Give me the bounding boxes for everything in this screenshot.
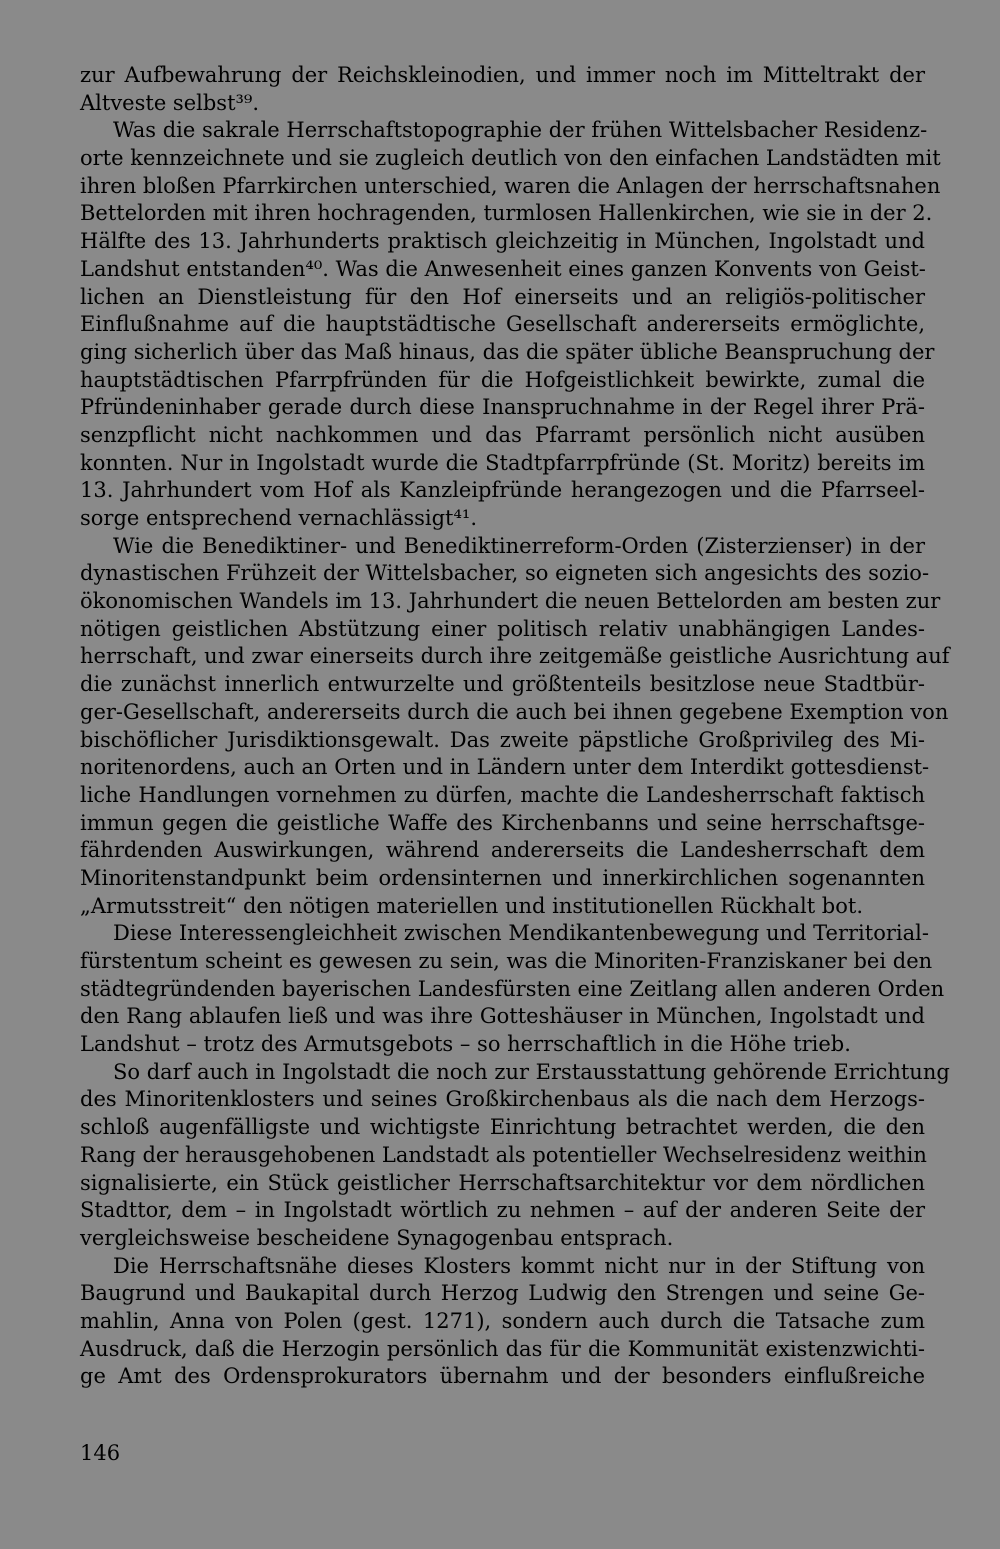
- text-line: 13. Jahrhundert vom Hof als Kanzleipfründe herangezogen und die Pfarrseel-: [80, 478, 925, 503]
- text-line: lichen an Dienstleistung für den Hof einerseits und an religiös-politischer: [80, 284, 925, 309]
- page-body: [80, 62, 950, 1391]
- text-line: Hälfte des 13. Jahrhunderts praktisch gleichzeitig in München, Ingolstadt und: [80, 229, 925, 254]
- text-line: herrschaft, und zwar einerseits durch ihre zeitgemäße geistliche Ausrichtung auf: [80, 644, 950, 669]
- text-line: Minoritenstandpunkt beim ordensinternen und innerkirchlichen sogenannten: [80, 865, 925, 890]
- text-line: Bettelorden mit ihren hochragenden, turmlosen Hallenkirchen, wie sie in der 2.: [80, 201, 933, 226]
- text-line: bischöflicher Jurisdiktionsgewalt. Das zweite päpstliche Großprivileg des Mi-: [80, 727, 925, 752]
- text-line: nötigen geistlichen Abstützung einer politisch relativ unabhängigen Landes-: [80, 616, 925, 641]
- text-line: orte kennzeichnete und sie zugleich deutlich von den einfachen Landstädten mit: [80, 146, 941, 171]
- text-line: liche Handlungen vornehmen zu dürfen, machte die Landesherrschaft faktisch: [80, 782, 925, 807]
- text-line: Ausdruck, daß die Herzogin persönlich das für die Kommunität existenzwichti-: [80, 1336, 925, 1361]
- text-line: Einflußnahme auf die hauptstädtische Gesellschaft andererseits ermöglichte,: [80, 312, 925, 337]
- text-line: ge Amt des Ordensprokurators übernahm und der besonders einflußreiche: [80, 1364, 925, 1389]
- paragraph: [80, 533, 950, 921]
- page-number: 146: [80, 1441, 121, 1465]
- text-line: noritenordens, auch an Orten und in Ländern unter dem Interdikt gottesdienst-: [80, 755, 930, 780]
- text-line: Die Herrschaftsnähe dieses Klosters kommt nicht nur in der Stiftung von: [113, 1253, 925, 1278]
- text-line: vergleichsweise bescheidene Synagogenbau entsprach.: [80, 1225, 674, 1250]
- text-line: Altveste selbst³⁹.: [80, 90, 260, 115]
- text-line: ging sicherlich über das Maß hinaus, das die später übliche Beanspruchung der: [80, 339, 935, 364]
- paragraph: [80, 117, 941, 532]
- text-line: städtegründenden bayerischen Landesfürsten eine Zeitlang allen anderen Orden: [80, 976, 945, 1001]
- text-line: immun gegen die geistliche Waffe des Kirchenbanns und seine herrschaftsge-: [80, 810, 925, 835]
- text-line: Wie die Benediktiner- und Benediktinerreform-Orden (Zisterzienser) in der: [113, 533, 925, 558]
- paragraph: [80, 62, 925, 117]
- text-line: Landshut – trotz des Armutsgebots – so herrschaftlich in die Höhe trieb.: [80, 1032, 851, 1057]
- text-line: schloß augenfälligste und wichtigste Einrichtung betrachtet werden, die den: [80, 1115, 925, 1140]
- text-line: die zunächst innerlich entwurzelte und größtenteils besitzlose neue Stadtbür-: [80, 672, 925, 697]
- text-line: konnten. Nur in Ingolstadt wurde die Stadtpfarrpfründe (St. Moritz) bereits im: [80, 450, 925, 475]
- text-line: Stadttor, dem – in Ingolstadt wörtlich zu nehmen – auf der anderen Seite der: [80, 1198, 925, 1223]
- text-line: mahlin, Anna von Polen (gest. 1271), sondern auch durch die Tatsache zum: [80, 1308, 925, 1333]
- text-line: zur Aufbewahrung der Reichskleinodien, und immer noch im Mitteltrakt der: [80, 63, 925, 87]
- paragraph: [80, 920, 945, 1058]
- text-line: ihren bloßen Pfarrkirchen unterschied, waren die Anlagen der herrschaftsnahen: [80, 173, 941, 198]
- text-line: Was die sakrale Herrschaftstopographie der frühen Wittelsbacher Residenz-: [113, 118, 928, 143]
- text-line: hauptstädtischen Pfarrpfründen für die Hofgeistlichkeit bewirkte, zumal die: [80, 367, 925, 392]
- text-line: signalisierte, ein Stück geistlicher Herrschaftsarchitektur vor dem nördlichen: [80, 1170, 925, 1195]
- text-line: Landshut entstanden⁴⁰. Was die Anwesenheit eines ganzen Konvents von Geist-: [80, 256, 926, 281]
- text-line: sorge entsprechend vernachlässigt⁴¹.: [80, 506, 478, 530]
- text-line: So darf auch in Ingolstadt die noch zur Erstausstattung gehörende Errichtung: [113, 1059, 950, 1084]
- text-line: ger-Gesellschaft, andererseits durch die auch bei ihnen gegebene Exemption von: [80, 699, 949, 724]
- text-line: Baugrund und Baukapital durch Herzog Ludwig den Strengen und seine Ge-: [80, 1281, 925, 1306]
- text-line: fürstentum scheint es gewesen zu sein, was die Minoriten-Franziskaner bei den: [80, 949, 933, 973]
- text-line: senzpflicht nicht nachkommen und das Pfarramt persönlich nicht ausüben: [80, 422, 925, 447]
- text-line: fährdenden Auswirkungen, während andererseits die Landesherrschaft dem: [80, 838, 925, 863]
- text-line: ökonomischen Wandels im 13. Jahrhundert die neuen Bettelorden am besten zur: [80, 589, 941, 614]
- text-line: dynastischen Frühzeit der Wittelsbacher, so eigneten sich angesichts des sozio-: [80, 561, 930, 586]
- paragraph: [80, 1059, 950, 1253]
- text-line: des Minoritenklosters und seines Großkirchenbaus als die nach dem Herzogs-: [80, 1087, 925, 1112]
- text-line: „Armutsstreit“ den nötigen materiellen und institutionellen Rückhalt bot.: [80, 893, 864, 918]
- text-line: Rang der herausgehobenen Landstadt als potentieller Wechselresidenz weithin: [80, 1142, 927, 1167]
- text-line: Pfründeninhaber gerade durch diese Inanspruchnahme in der Regel ihrer Prä-: [80, 395, 925, 420]
- text-line: Diese Interessengleichheit zwischen Mendikantenbewegung und Territorial-: [113, 921, 929, 946]
- paragraph: [80, 1253, 925, 1391]
- text-line: den Rang ablaufen ließ und was ihre Gotteshäuser in München, Ingolstadt und: [80, 1004, 925, 1029]
